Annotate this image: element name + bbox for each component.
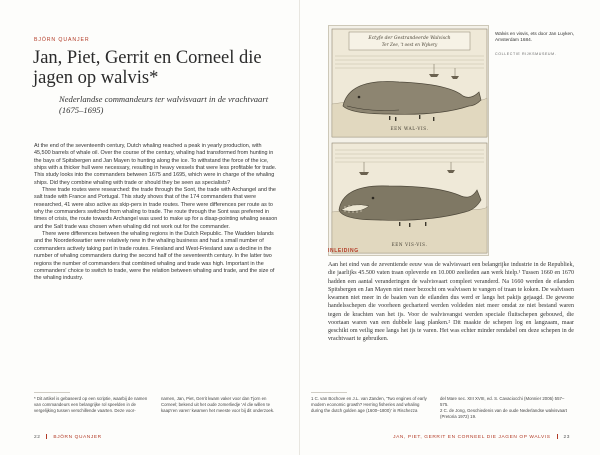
author-name: BJÖRN QUANJER: [34, 37, 90, 43]
right-folio: [393, 434, 570, 440]
banner-text-2: Ter Zee, 't oest en Wykery: [381, 42, 438, 47]
top-plate-label: EEN WAL-VIS.: [390, 126, 429, 131]
figure-credit: COLLECTIE RIJKSMUSEUM.: [495, 52, 557, 56]
left-page-number: 22: [34, 434, 41, 440]
footnote-2: del Mare sec. XIII XVIII, ed. S. Cavaciocchi (Monnier 2006) 557–575. 2 C. de Jong, Geschiedenis van de oude Nederlandse walvisvaart (Pretoria 1972) 19.: [440, 396, 568, 420]
abstract-paragraph: Three trade routes were researched: the trade through the Sont, the trade with Archangel and the salt trade with France and Portugal. This study shows that of the 174 commanders that were researched, 41 were also active as skip-pers in trade routes. There were differences per route as to why the commanders switched from whaling to trade. The route through the Sont was preferred in times of crisis, the route towards Archangel was used to make up for a disap-pointing whaling season and the Salt trade was chosen when whaling did not work out for the commander.: [34, 187, 278, 230]
folio-divider: [46, 434, 47, 439]
whale-engraving: [328, 25, 489, 256]
abstract-paragraph: There were differences between the whaling regions in the Dutch Republic. The Wadden Islands and the Noorderkwartier were relatively new in the whaling business and had a small number of commanders actively taking part in trade routes. Friesland and West-Friesland saw a decline in the number of whaling commanders during the second half of the seventeenth century. In the latter two regions the number of commanders that combined whaling and trade was high. Important in the commanders' choice to switch to trade, were the relation between whaling and trade, and the size of the whaling industry.: [34, 231, 275, 282]
banner-text: Ectyfe der Gestrandeerde Walvisch: [368, 36, 451, 41]
body-text: Aan het eind van de zeventiende eeuw was de walvisvaart een belangrijke industrie in de Republiek, die jaarlijks 45.500 vaten traan opleverde en 10.000 zeelieden aan werk hielp.¹ Tussen 1660 en 1670 hadden een aantal veranderingen de walvisvaart compleet veranderd. Na 1660 werden de eilanden Spitsbergen en Jan Mayen niet meer bezocht om walvissen te vangen of traan te koken. De walvissen kwamen niet meer in de baaien van de eilanden dus werd er langs het pakijs gejaagd. De gewone handelsschepen die voorheen gecharterd werden voldeden niet meer omdat ze niet bestand waren tegen de krachten van het ijs. Voor de walvisvangst werden speciale fluitschepen gebouwd, die voortaan waren van een dubbele laag planken.² Dit maakte de schepen log en langzaam, maar geschikt om veilig mee langs het ijs te varen. Het was echter minder rendabel om deze schepen in de vrachtvaart te gebruiken.: [328, 262, 574, 343]
article-subtitle: Nederlandse commandeurs ter walvisvaart in de vrachtvaart (1675–1695): [59, 94, 269, 115]
footnote-star: * Dit artikel is gebaseerd op een scriptie, waarbij de namen van commandeurs een belangrijke rol speelden in de vergelijking tussen verschillende vaarten. Deze voor-: [34, 396, 148, 414]
english-abstract: [34, 143, 278, 283]
right-page-number: 23: [563, 434, 570, 440]
right-running-head: JAN, PIET, GERRIT EN CORNEEL DIE JAGEN OP WALVIS: [393, 434, 551, 440]
abstract-paragraph: At the end of the seventeenth century, Dutch whaling reached a peak in yearly production, with 45,500 barrels of whale oil. Over the course of the century, whaling had transformed from hunting in the bays of Spitsbergen and Jan Mayen to hunting along the ice. To withstand the force of the ice, ships with a thicker hull were necessary, resulting in heavy vessels that were less profitable for trade. This study looks into the commanders between 1675 and 1695, which were in charge of the whaling ships. Did they combine whaling with trade or should they be seen as specialists?: [34, 143, 277, 186]
left-folio: [34, 434, 102, 440]
folio-divider: [557, 434, 558, 439]
footnote-rule: [311, 392, 347, 393]
left-running-head: BJÖRN QUANJER: [53, 434, 102, 440]
footnote-star-continued: namen, Jan, Piet, Gerrit kwam vaker voor dan Tjorn en Corneel; bekend uit het oude zomerliedje 'Al die willen te kaap'ren varen' kwamen het meeste voor bij dit onderzoek.: [161, 396, 275, 414]
figure-caption: Walvis en visvis, ets door Jan Luyken, Amsterdam 1684.: [495, 31, 575, 43]
bottom-plate-label: EEN VIS-VIS.: [391, 242, 428, 247]
footnote-1: 1 C. van Bochove en J.L. van Zanden, 'Two engines of early modern economic growth? Herring fisheries and whaling during the dutch golden age (1600–1800)' in Rischezza: [311, 396, 427, 414]
gutter: [299, 0, 300, 455]
engraving-illustration: [329, 26, 489, 256]
article-title: Jan, Piet, Gerrit en Corneel die jagen op walvis*: [33, 48, 262, 88]
footnote-rule: [34, 392, 70, 393]
section-heading: INLEIDING: [328, 248, 359, 254]
